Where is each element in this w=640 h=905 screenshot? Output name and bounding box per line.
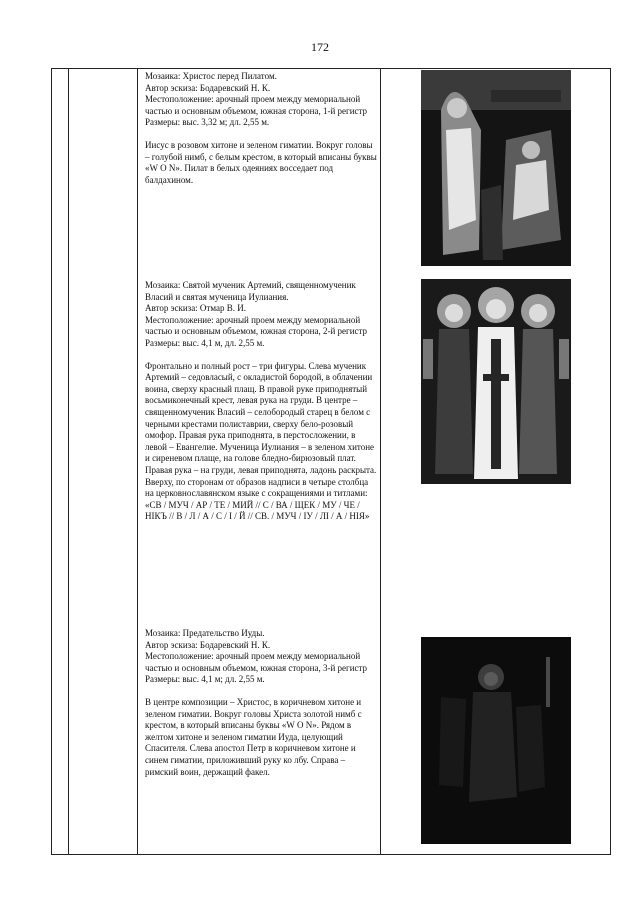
catalog-entry — [145, 280, 377, 523]
entry-location: Местоположение: арочный проем между мемориальной частью и основным объемом, южная сторона, 2-й регистр Размеры: выс. 4,1 м, дл. 2,55 м. — [145, 314, 368, 348]
entry-description: В центре композиции – Христос, в коричневом хитоне и зеленом гиматии. Вокруг головы Христа золотой нимб с крестом, в который вписаны буквы «W O N». Рядом в желтом хитоне и зеленом гиматии Иуда, целующий Спасителя. Слева апостол Петр в коричневом хитоне и синем гиматии, приложивший руку ко лбу. Справа – римский воин, держащий факел. — [145, 696, 362, 777]
entry-location: Местоположение: арочный проем между мемориальной частью и основным объемом, южная сторона, 1-й регистр Размеры: выс. 3,32 м; дл. 2,55 м. — [145, 94, 368, 128]
catalog-table — [51, 68, 611, 855]
mosaic-photo-christ-before-pilate — [421, 70, 571, 266]
catalog-entry — [145, 71, 377, 186]
column-divider — [137, 69, 138, 854]
column-divider — [380, 69, 381, 854]
entry-description: Фронтально и полный рост – три фигуры. Слева мученик Артемий – седовласый, с окладистой бородой, в облачении воина, сверху красный плащ. В правой руке приподнятый восьмиконечный крест, левая рука на груди. В центре – священномученик Власий – селобородый старец в белом с черными крестами полиставрии, сверху бело-розовый омофор. Правая рука приподнята, в перстосложении, в левой – Евангелие. Мученица Иулиания – в зеленом хитоне и сиреневом плаще, на голове бледно-бирюзовый плат. Правая рука – на груди, левая приподнята, ладонь раскрыта. Вверху, по сторонам от образов надписи в четыре столбца на церковнославянском языке с сокращениями и титлами: «СВ / МУЧ / АР / ТЕ / МИЙ // С / ВА / ЩЕК / МУ / ЧЕ / НІКЪ // В / Л / А / С / І / Й // СВ. / МУЧ / ІУ / ЛІ / А / НІЯ» — [145, 360, 377, 522]
mosaic-photo-betrayal-of-judas — [421, 637, 571, 844]
mosaic-photo-three-martyrs — [421, 279, 571, 484]
entry-title: Мозаика: Христос перед Пилатом. — [145, 71, 277, 81]
entry-title: Мозаика: Святой мученик Артемий, священномученик Власий и святая мученица Иулиания. — [145, 280, 356, 302]
entry-author: Автор эскиза: Бодаревский Н. К. — [145, 639, 271, 650]
entry-description: Иисус в розовом хитоне и зеленом гиматии. Вокруг головы – голубой нимб, с белым крестом, в который вписаны буквы «W O N». Пилат в белых одеяниях восседает под балдахином. — [145, 139, 377, 185]
entry-location: Местоположение: арочный проем между мемориальной частью и основным объемом, южная сторона, 3-й регистр — [145, 651, 368, 673]
entry-title: Мозаика: Предательство Иуды. — [145, 628, 265, 638]
entry-author: Автор эскиза: Отмар В. И. — [145, 303, 246, 314]
entry-author: Автор эскиза: Бодаревский Н. К. — [145, 82, 271, 93]
column-divider — [68, 69, 69, 854]
page-number: 172 — [311, 40, 329, 54]
catalog-entry — [145, 628, 377, 778]
entry-size: Размеры: выс. 4,1 м; дл. 2,55 м. — [145, 674, 265, 685]
